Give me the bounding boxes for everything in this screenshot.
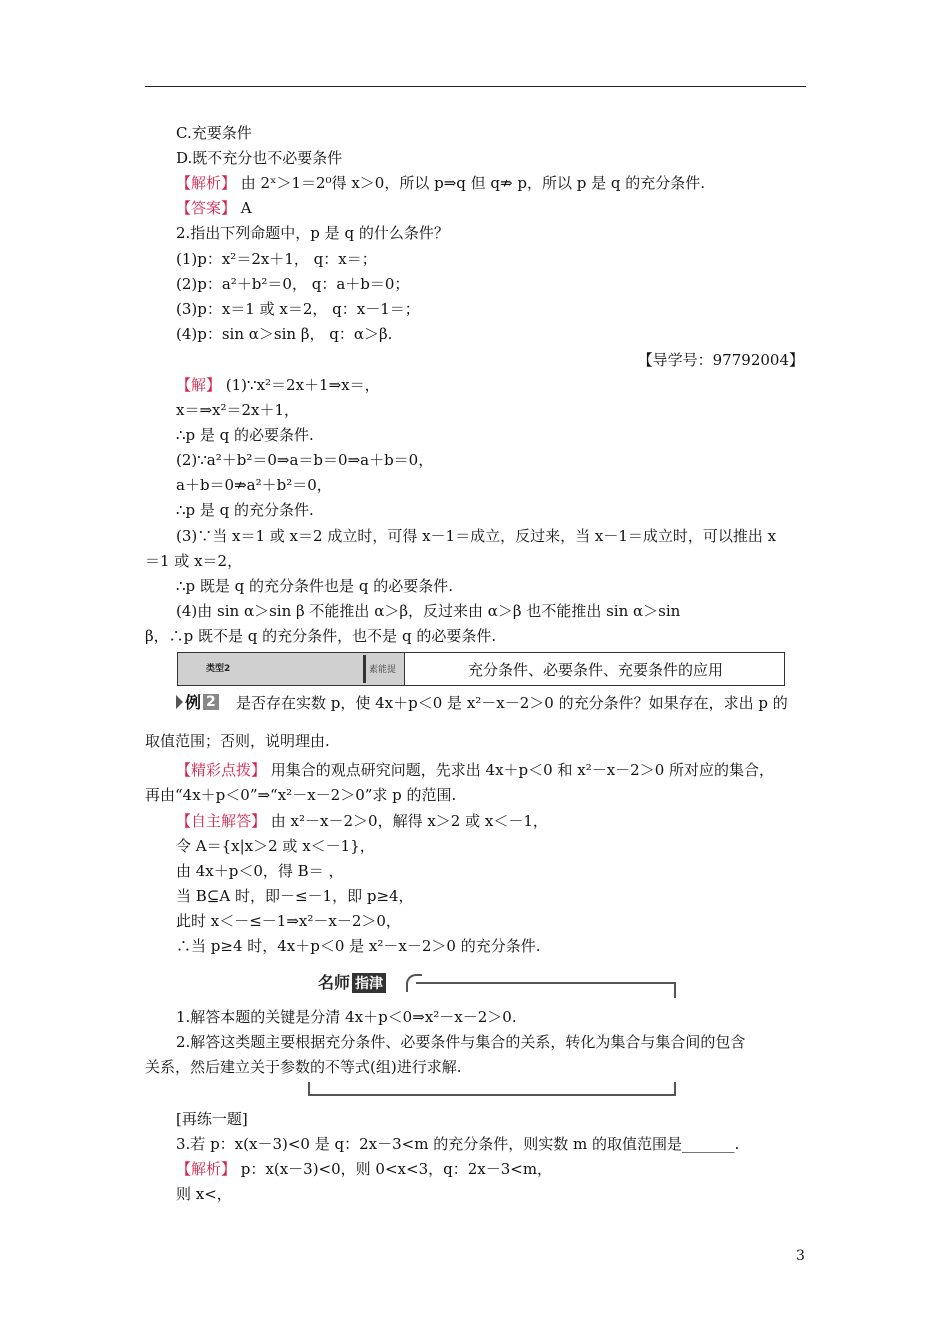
- hint-text-1: 用集合的观点研究问题，先求出 4x＋p＜0 和 x²－x－2＞0 所对应的集合，: [266, 761, 775, 779]
- teacher-header-line: [416, 982, 674, 984]
- example-line-1: 是否存在实数 p，使 4x＋p＜0 是 x²－x－2＞0 的充分条件？如果存在，求出 p 的: [236, 694, 788, 712]
- type-badge: 类型2: [206, 664, 231, 674]
- self-line-5: 此时 x＜－≤－1⇒x²－x－2＞0，: [176, 912, 401, 930]
- self-line-1: [176, 811, 548, 831]
- example-label: [176, 690, 219, 713]
- option-c: C.充要条件: [176, 124, 252, 142]
- answer-line: [176, 198, 252, 218]
- teacher-word: 名师: [318, 973, 351, 992]
- solution-line-9: ∴p 既是 q 的充分条件也是 q 的必要条件.: [176, 577, 453, 595]
- analysis-line: [176, 173, 705, 193]
- analysis-text: 由 2ˣ＞1＝2⁰得 x＞0，所以 p⇒q 但 q⇏ p，所以 p 是 q 的充分条件.: [236, 174, 705, 192]
- teacher-tip-header: [308, 968, 676, 998]
- analysis-tag: 【解析】: [176, 174, 237, 192]
- teacher-chip: 指津: [352, 973, 386, 993]
- self-text-1: 由 x²－x－2＞0，解得 x＞2 或 x＜－1，: [266, 812, 548, 830]
- type-title: 充分条件、必要条件、充要条件的应用: [468, 661, 724, 679]
- tip-line-2: 2.解答这类题主要根据充分条件、必要条件与集合的关系，转化为集合与集合间的包含: [176, 1033, 746, 1051]
- self-line-2: 令 A＝{x|x＞2 或 x＜－1}，: [176, 837, 375, 855]
- solution-line-8: ＝1 或 x＝2，: [145, 552, 243, 570]
- hint-line-1: [176, 760, 774, 780]
- solution-text-1: (1)∵x²＝2x＋1⇒x＝，: [221, 376, 380, 394]
- type-mini-label: 素能提: [369, 665, 397, 675]
- solution-line-4: (2)∵a²＋b²＝0⇒a＝b＝0⇒a＋b＝0，: [176, 451, 434, 469]
- answer3-line-1: [176, 1159, 552, 1179]
- page-number: 3: [796, 1248, 805, 1264]
- hint-tag: 【精彩点拨】: [176, 761, 267, 779]
- type-divider-bar: [363, 655, 366, 683]
- triangle-icon: [176, 695, 183, 709]
- solution-line-11: β，∴p 既不是 q 的充分条件，也不是 q 的必要条件.: [145, 627, 497, 645]
- tip-line-1: 1.解答本题的关键是分清 4x＋p＜0⇒x²－x－2＞0.: [176, 1008, 517, 1026]
- solution-line-10: (4)由 sin α＞sin β 不能推出 α＞β，反过来由 α＞β 也不能推出 sin α＞sin: [176, 602, 681, 620]
- answer3-tag: 【解析】: [176, 1160, 237, 1178]
- question-2-part-3: (3)p：x＝1 或 x＝2， q：x－1＝；: [176, 300, 420, 318]
- solution-line-5: a＋b＝0⇏a²＋b²＝0，: [176, 476, 332, 494]
- solution-line-7: (3)∵当 x＝1 或 x＝2 成立时，可得 x－1＝成立，反过来，当 x－1＝成立时，可以推出 x: [176, 527, 777, 545]
- answer3-line-2: 则 x<，: [176, 1185, 232, 1203]
- self-line-4: 当 B⊆A 时，即－≤－1，即 p≥4，: [176, 887, 414, 905]
- solution-line-1: [176, 375, 380, 395]
- solution-tag: 【解】: [176, 376, 222, 394]
- practice-label: [再练一题]: [176, 1110, 248, 1128]
- question-2: 2.指出下列命题中，p 是 q 的什么条件？: [176, 224, 449, 242]
- question-2-part-2: (2)p：a²＋b²＝0， q：a＋b＝0；: [176, 275, 410, 293]
- option-d: D.既不充分也不必要条件: [176, 149, 343, 167]
- teacher-tip-footer: [308, 1082, 676, 1096]
- question-3: 3.若 p：x(x－3)<0 是 q：2x－3<m 的充分条件，则实数 m 的取值范围是_______.: [176, 1135, 740, 1153]
- answer-text: A: [236, 199, 252, 217]
- solution-line-2: x＝⇒x²＝2x＋1，: [176, 401, 300, 419]
- answer3-text-1: p：x(x－3)<0，则 0<x<3，q：2x－3<m，: [236, 1160, 553, 1178]
- hint-line-2: 再由“4x＋p＜0”⇒“x²－x－2＞0”求 p 的范围.: [145, 786, 457, 804]
- type-separator: [404, 653, 405, 685]
- self-tag: 【自主解答】: [176, 812, 267, 830]
- type-section-header: [177, 652, 785, 686]
- answer-tag: 【答案】: [176, 199, 237, 217]
- example-line-2: 取值范围；否则，说明理由.: [145, 732, 330, 750]
- guide-number: 【导学号：97792004】: [637, 351, 804, 369]
- teacher-footer-bar: [308, 1094, 676, 1096]
- solution-line-6: ∴p 是 q 的充分条件.: [176, 501, 314, 519]
- self-line-3: 由 4x＋p＜0，得 B＝ ，: [176, 862, 344, 880]
- example-number: 2: [203, 694, 219, 710]
- solution-line-3: ∴p 是 q 的必要条件.: [176, 426, 314, 444]
- teacher-label: [318, 970, 386, 993]
- question-2-part-1: (1)p：x²＝2x＋1， q：x＝；: [176, 250, 377, 268]
- tip-line-3: 关系，然后建立关于参数的不等式(组)进行求解.: [145, 1058, 462, 1076]
- example-word: 例: [185, 693, 202, 712]
- teacher-footer-right: [674, 1082, 676, 1096]
- header-rule: [145, 86, 806, 87]
- teacher-header-tick: [674, 982, 676, 998]
- question-2-part-4: (4)p：sin α＞sin β， q：α＞β.: [176, 325, 393, 343]
- self-line-6: ∴当 p≥4 时，4x＋p＜0 是 x²－x－2＞0 的充分条件.: [176, 937, 541, 955]
